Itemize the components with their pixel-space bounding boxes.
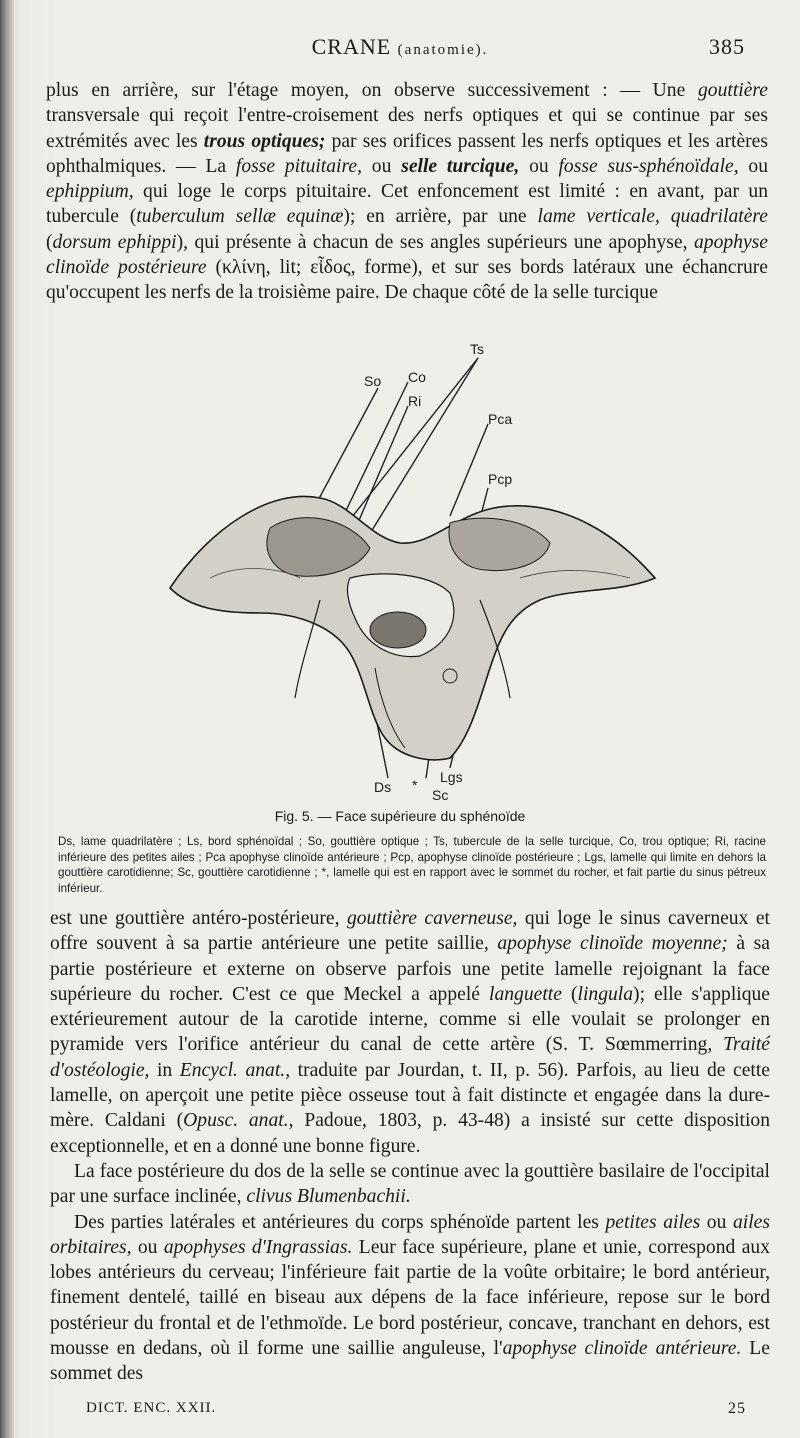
label-ds: Ds	[374, 779, 392, 795]
text-run: ); en arrière, par une	[343, 206, 538, 228]
sphenoid-figure	[150, 338, 670, 802]
term: selle turcique,	[401, 155, 520, 177]
page-number: 385	[709, 34, 745, 59]
figure-caption-body: Ds, lame quadrilatère ; Ls, bord sphénoïdal ; So, gouttière optique ; Ts, tubercule de la selle turcique, Co, trou optique; Ri, racine inférieure des petites ailes ; Pca apophyse clinoïde antérieure ; Pcp, apophyse clinoïde postérieure ; Lgs, lamelle qui limite en dehors la gouttière carotidienne; Sc, gouttière carotidienne ; *, lamelle qui est en rapport avec le sommet du rocher, et fait partie du sinus pétreux inférieur.	[58, 835, 766, 895]
term: apophyse clinoïde antérieure.	[502, 1338, 742, 1360]
text-run: ou	[700, 1211, 733, 1233]
term: gouttière caverneuse,	[346, 908, 518, 929]
header-title	[0, 34, 800, 60]
text-run: par ses orifices passent les nerfs optiques et les artères ophthalmiques. — La	[46, 130, 768, 177]
text-run: qui loge le sinus caverneux et offre souvent à sa partie antérieure une petite saillie,	[50, 908, 770, 955]
paragraph-1	[46, 78, 768, 306]
sphenoid-illustration	[150, 338, 670, 802]
text-run: ou	[519, 155, 559, 177]
text-run: qui loge le corps pituitaire. Cet enfoncement est limité : en avant, par un tubercule (	[46, 181, 768, 228]
sheet-number: 25	[728, 1400, 746, 1417]
term: languette	[489, 983, 562, 1005]
paragraph-2	[50, 906, 770, 1387]
text-run: (κλίνη, lit; εἶδος, forme), et sur ses bords latéraux une échancrure qu'occupent les nerfs de la troisième paire. De chaque côté de la selle turcique	[46, 257, 768, 304]
sphenoid-body	[170, 496, 655, 759]
text-run: transversale qui reçoit l'entre-croisement des nerfs optiques et qui se continue par ses extrémités avec les	[46, 105, 768, 152]
term: petites ailes	[605, 1211, 701, 1233]
text-run: plus en arrière, sur l'étage moyen, on observe successivement : — Une	[46, 80, 698, 101]
text-run: Leur face supérieure, plane et unie, correspond aux lobes antérieurs du cerveau; l'inférieure fait partie de la voûte orbitaire; le bord antérieur, finement dentelé, taillé en biseau aux dépens de la face inférieure, repose sur le bord postérieur du frontal et de l'ethmoïde. Le bord postérieur, concave, tranchant en dehors, est mousse en dedans, où il forme une saillie anguleuse, l'	[50, 1236, 770, 1360]
figure-caption-title: Fig. 5. — Face supérieure du sphénoïde	[274, 808, 526, 824]
text-run: est une gouttière antéro-postérieure,	[50, 908, 347, 929]
paragraph-2b	[50, 1159, 770, 1210]
text-run: ); elle s'applique extérieurement autour de la carotide interne, comme si elle voulait se prolonger en pyramide vers l'orifice antérieur du canal de cette artère (S. T. Sœmmerring,	[50, 983, 770, 1056]
label-asterisk: *	[412, 777, 418, 793]
term: lame verticale, quadrilatère	[537, 206, 768, 228]
paragraph-1-text	[46, 78, 768, 306]
text-run: traduite par Jourdan, t. II, p. 56). Parfois, au lieu de cette lamelle, on aperçoit une petite pièce osseuse tout à fait distincte et engagée dans la dure-mère. Caldani (	[50, 1059, 770, 1132]
label-pcp: Pcp	[488, 471, 513, 487]
term: ailes orbitaires,	[50, 1211, 770, 1258]
text-run: Padoue, 1803, p. 43-48) a insisté sur cette disposition exceptionnelle, et en a donné une bonne figure.	[50, 1110, 771, 1157]
label-so: So	[364, 373, 382, 389]
term: apophyses d'Ingrassias.	[163, 1236, 353, 1258]
text-run: ou	[362, 155, 402, 177]
term: ephippium,	[46, 181, 134, 203]
text-run: (	[46, 231, 53, 253]
text-run: ou	[131, 1236, 164, 1258]
label-pca: Pca	[488, 411, 513, 427]
paragraph-2c	[50, 1210, 770, 1387]
term: clivus Blumenbachii.	[246, 1186, 411, 1208]
term: trous optiques;	[203, 130, 326, 152]
text-run: in	[149, 1059, 180, 1081]
label-co: Co	[408, 369, 426, 385]
text-run: ), qui présente à chacun de ses angles supérieurs une apophyse,	[176, 231, 694, 253]
term: Opusc. anat.,	[183, 1110, 294, 1132]
term: apophyse clinoïde postérieure	[46, 231, 768, 279]
paragraph-2a	[50, 906, 770, 1159]
term: Traité d'ostéologie,	[50, 1034, 770, 1081]
text-run: à sa partie postérieure et externe on observe parfois une petite lamelle rejoignant la face supérieure du rocher. C'est ce que Meckel a appelé	[50, 933, 770, 1005]
term: Encycl. anat.,	[179, 1059, 291, 1081]
text-run: (	[561, 983, 578, 1005]
term: gouttière	[697, 80, 768, 101]
text-run: ou	[738, 155, 768, 177]
label-sc: Sc	[432, 787, 449, 802]
term: tuberculum sellæ equinæ	[136, 206, 344, 228]
page-footer	[86, 1400, 746, 1422]
header-title-paren: (anatomie).	[397, 42, 489, 58]
text-run: La face postérieure du dos de la selle se continue avec la gouttière basilaire de l'occipital par une surface inclinée,	[50, 1160, 770, 1208]
signature-mark: DICT. ENC. XXII.	[86, 1400, 217, 1416]
label-ts: Ts	[470, 341, 484, 357]
term: apophyse clinoïde moyenne;	[497, 933, 728, 955]
binding-gutter	[0, 0, 14, 1438]
term: dorsum ephippi	[52, 231, 177, 253]
running-header	[0, 34, 800, 64]
label-lgs: Lgs	[440, 769, 463, 785]
leader-line	[450, 424, 488, 516]
text-run: Le sommet des	[50, 1338, 770, 1385]
term: lingula	[577, 983, 634, 1005]
term: fosse sus-sphénoïdale,	[558, 155, 739, 177]
text-run: Des parties latérales et antérieures du corps sphénoïde partent les	[74, 1211, 606, 1233]
header-title-main: CRANE	[311, 34, 392, 59]
term: fosse pituitaire,	[235, 155, 362, 177]
label-ri: Ri	[408, 393, 422, 409]
